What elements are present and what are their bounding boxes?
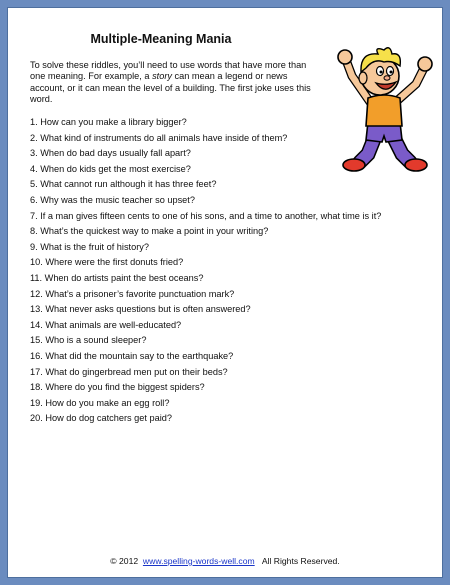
- copyright-text: © 2012: [110, 556, 139, 566]
- list-item: 18. Where do you find the biggest spiders?: [30, 382, 205, 393]
- list-item: 3. When do bad days usually fall apart?: [30, 148, 191, 159]
- riddle-list: [30, 115, 440, 427]
- list-item: 11. When do artists paint the best oceans?: [30, 272, 204, 283]
- worksheet-title: Multiple-Meaning Mania: [90, 32, 232, 46]
- rights-text: All Rights Reserved.: [261, 556, 340, 566]
- intro-paragraph: [30, 60, 316, 106]
- list-item: 5. What cannot run although it has three feet?: [30, 179, 217, 190]
- list-item: 19. How do you make an egg roll?: [30, 397, 170, 408]
- list-item: 10. Where were the first donuts fried?: [30, 257, 184, 268]
- list-item: 14. What animals are well-educated?: [30, 319, 182, 330]
- list-item: 9. What is the fruit of history?: [30, 241, 149, 252]
- intro-emphasis: story: [152, 71, 172, 82]
- list-item: 2. What kind of instruments do all animals have inside of them?: [30, 132, 288, 143]
- intro-text-start: To solve these riddles, you’ll need to use words that have more than one meaning. For example, a: [30, 60, 307, 82]
- list-item: 7. If a man gives fifteen cents to one of his sons, and a time to another, what time is it?: [30, 210, 382, 221]
- intro-text-end: can mean a legend or news account, or it can mean the level of a building. The first joke uses this word.: [30, 71, 311, 105]
- list-item: 4. When do kids get the most exercise?: [30, 163, 191, 174]
- website-link[interactable]: www.spelling-words-well.com: [142, 556, 255, 566]
- list-item: 8. What’s the quickest way to make a point in your writing?: [30, 226, 269, 237]
- list-item: 6. Why was the music teacher so upset?: [30, 194, 195, 205]
- page-footer: [8, 556, 442, 566]
- list-item: 16. What did the mountain say to the earthquake?: [30, 350, 234, 361]
- list-item: 12. What’s a prisoner’s favorite punctuation mark?: [30, 288, 235, 299]
- list-item: 17. What do gingerbread men put on their beds?: [30, 366, 228, 377]
- list-item: 13. What never asks questions but is often answered?: [30, 304, 251, 315]
- list-item: 1. How can you make a library bigger?: [30, 117, 187, 127]
- list-item: 15. Who is a sound sleeper?: [30, 335, 147, 346]
- worksheet-page: [7, 7, 443, 578]
- list-item: 20. How do dog catchers get paid?: [30, 413, 172, 424]
